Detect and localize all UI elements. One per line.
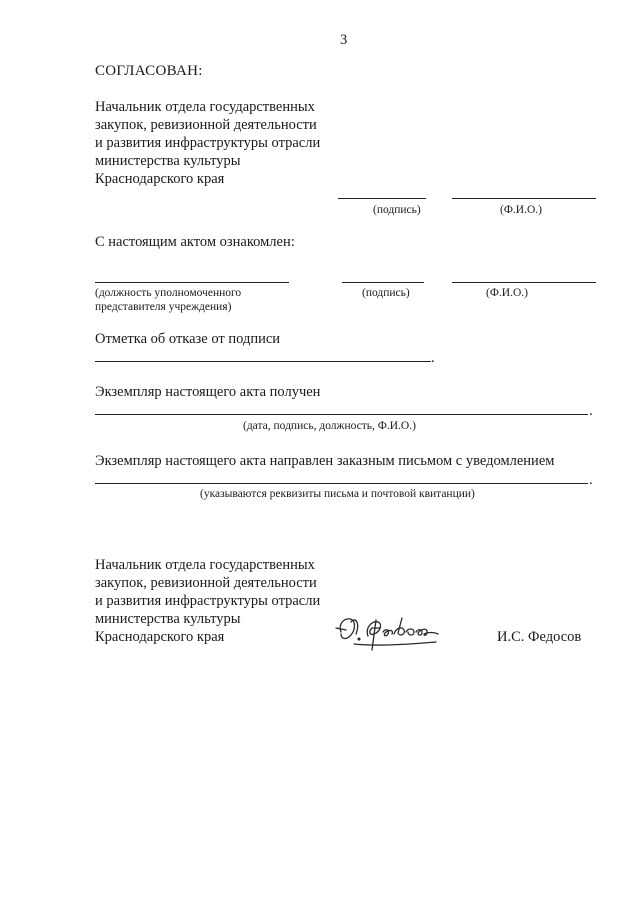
acquainted-signature-caption: (подпись) [362, 287, 410, 299]
handwritten-signature [332, 606, 442, 654]
copy-sent-line [95, 483, 588, 484]
refusal-end-mark: . [431, 350, 435, 366]
copy-sent-label: Экземпляр настоящего акта направлен заказным письмом с уведомлением [95, 453, 555, 469]
copy-sent-end-mark: . [589, 472, 593, 488]
approved-signature-line [338, 198, 426, 199]
approved-heading: СОГЛАСОВАН: [95, 63, 203, 79]
approved-name-caption: (Ф.И.О.) [500, 204, 542, 216]
approved-position-line: Краснодарского края [95, 171, 225, 187]
footer-position-line: и развития инфраструктуры отрасли [95, 593, 321, 609]
approved-position-line: министерства культуры [95, 153, 241, 169]
refusal-line [95, 361, 431, 362]
approved-position-block [95, 98, 320, 188]
refusal-label: Отметка об отказе от подписи [95, 331, 281, 347]
acquainted-position-caption: (должность уполномоченного [95, 287, 242, 299]
footer-position-line: Начальник отдела государственных [95, 557, 315, 573]
footer-position-line: Краснодарского края [95, 629, 225, 645]
approved-position-line: и развития инфраструктуры отрасли [95, 135, 321, 151]
acquainted-signature-line [342, 282, 424, 283]
acquainted-name-line [452, 282, 596, 283]
acquainted-heading: С настоящим актом ознакомлен: [95, 234, 295, 250]
approved-position-line: закупок, ревизионной деятельности [95, 117, 317, 133]
page-number: 3 [340, 32, 348, 48]
copy-received-end-mark: . [589, 403, 593, 419]
approved-signature-caption: (подпись) [373, 204, 421, 216]
approved-name-line [452, 198, 596, 199]
footer-signer-name: И.С. Федосов [497, 629, 582, 645]
approved-position-line: Начальник отдела государственных [95, 99, 315, 115]
footer-position-block [95, 556, 320, 646]
copy-received-caption: (дата, подпись, должность, Ф.И.О.) [243, 420, 416, 432]
acquainted-name-caption: (Ф.И.О.) [486, 287, 528, 299]
copy-sent-caption: (указываются реквизиты письма и почтовой квитанции) [200, 488, 475, 500]
copy-received-line [95, 414, 588, 415]
acquainted-position-line [95, 282, 289, 283]
copy-received-label: Экземпляр настоящего акта получен [95, 384, 321, 400]
acquainted-position-caption: представителя учреждения) [95, 301, 232, 313]
footer-position-line: закупок, ревизионной деятельности [95, 575, 317, 591]
footer-position-line: министерства культуры [95, 611, 241, 627]
